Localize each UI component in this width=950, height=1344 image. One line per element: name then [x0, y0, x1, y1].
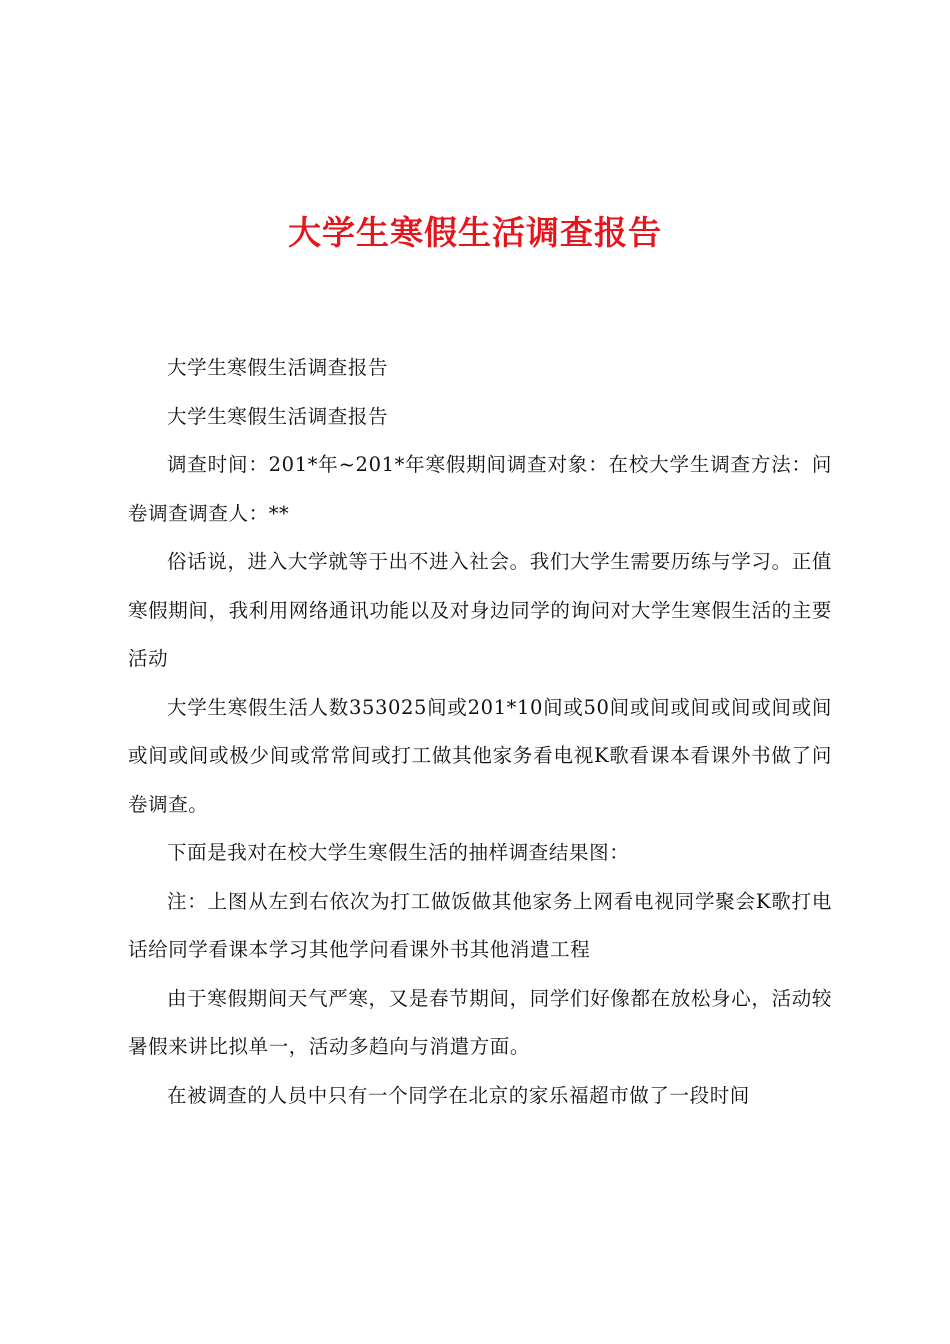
paragraph-chart-note: 注：上图从左到右依次为打工做饭做其他家务上网看电视同学聚会K歌打电话给同学看课本学习其他学问看课外书其他消遣工程 — [128, 889, 832, 961]
paragraph-results-chart: 下面是我对在校大学生寒假生活的抽样调查结果图： — [167, 841, 630, 864]
paragraph-analysis: 由于寒假期间天气严寒，又是春节期间，同学们好像都在放松身心，活动较暑假来讲比拟单一，活动多趋向与消遣方面。 — [128, 986, 832, 1058]
paragraph-survey-info: 调查时间：201*年~201*年寒假期间调查对象：在校大学生调查方法：问卷调查调查人：** — [128, 453, 832, 525]
document-body — [128, 344, 832, 1120]
paragraph-subtitle-1: 大学生寒假生活调查报告 — [167, 356, 389, 379]
paragraph-intro: 俗话说，进入大学就等于出不进入社会。我们大学生需要历练与学习。正值寒假期间，我利用网络通讯功能以及对身边同学的询问对大学生寒假生活的主要活动 — [128, 550, 832, 670]
paragraph-subtitle-2: 大学生寒假生活调查报告 — [167, 404, 389, 428]
paragraph-survey-data: 大学生寒假生活人数353025间或201*10间或50间或间或间或间或间或间或间或间或极少间或常常间或打工做其他家务看电视K歌看课本看课外书做了问卷调查。 — [128, 695, 832, 816]
paragraph-findings: 在被调查的人员中只有一个同学在北京的家乐福超市做了一段时间 — [167, 1083, 750, 1107]
document-title: 大学生寒假生活调查报告 — [288, 213, 662, 252]
